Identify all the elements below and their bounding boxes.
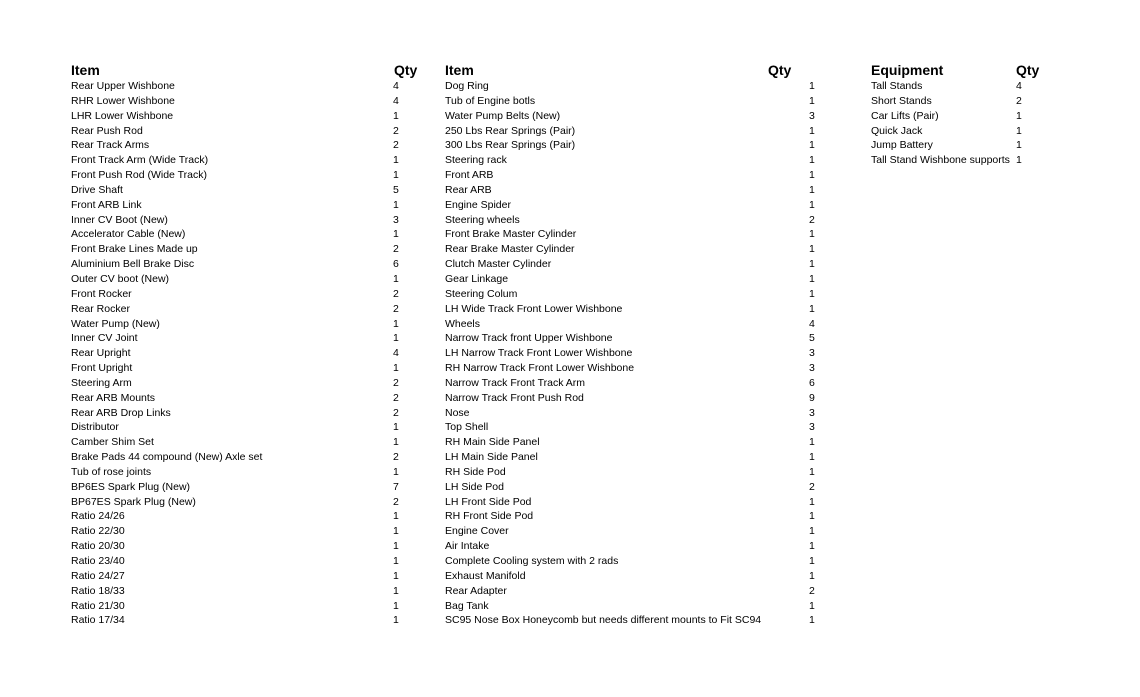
item-qty: 1: [809, 599, 815, 612]
item-name: Tall Stands: [871, 80, 923, 92]
table-row: [71, 198, 411, 213]
item-qty: 1: [393, 317, 399, 330]
table-row: [71, 554, 411, 569]
table-row: [445, 509, 835, 524]
item-name: Tub of rose joints: [71, 465, 152, 478]
item-name: Steering Colum: [445, 287, 518, 300]
item-name: Ratio 24/26: [71, 510, 125, 523]
item-name: Front Brake Master Cylinder: [445, 228, 577, 241]
table-row: [71, 391, 411, 406]
item-name: Front Track Arm (Wide Track): [71, 154, 209, 167]
item-qty: 1: [393, 540, 399, 553]
item-qty: 2: [393, 391, 399, 404]
item-qty: 7: [393, 480, 399, 493]
table2-rows: [445, 79, 835, 628]
item-qty: 1: [809, 80, 815, 92]
table-row: [71, 183, 411, 198]
item-qty: 1: [809, 436, 815, 449]
item-qty: 1: [809, 525, 815, 538]
table-row: [445, 94, 835, 109]
table-row: [445, 257, 835, 272]
item-name: Wheels: [445, 317, 481, 330]
item-name: Car Lifts (Pair): [871, 109, 939, 122]
item-name: Ratio 24/27: [71, 569, 125, 582]
table-row: [445, 435, 835, 450]
item-qty: 1: [1016, 154, 1022, 167]
item-qty: 1: [809, 569, 815, 582]
item-qty: 1: [809, 614, 815, 627]
item-name: Narrow Track Front Track Arm: [445, 376, 586, 389]
item-qty: 1: [393, 169, 399, 182]
table-row: [445, 317, 835, 332]
item-name: Narrow Track Front Push Rod: [445, 391, 584, 404]
item-qty: 3: [809, 347, 815, 360]
table-row: [71, 495, 411, 510]
table-row: [445, 613, 835, 628]
table-row: [71, 302, 411, 317]
table3-equipment-header: Equipment: [871, 62, 944, 78]
item-qty: 2: [393, 406, 399, 419]
table-row: [71, 287, 411, 302]
item-qty: 4: [1016, 80, 1022, 92]
table-row: [71, 153, 411, 168]
table-row: [71, 213, 411, 228]
item-qty: 2: [393, 302, 399, 315]
table-row: [71, 257, 411, 272]
table-row: [71, 376, 411, 391]
item-name: Front ARB Link: [71, 198, 142, 211]
item-name: Steering wheels: [445, 213, 520, 226]
item-qty: 1: [809, 198, 815, 211]
item-qty: 1: [809, 169, 815, 182]
table1-qty-header: Qty: [394, 62, 418, 78]
table-row: [445, 213, 835, 228]
item-name: SC95 Nose Box Honeycomb but needs different mounts to Fit SC94: [445, 614, 762, 627]
item-qty: 6: [809, 376, 815, 389]
item-qty: 2: [393, 124, 399, 137]
item-name: BP67ES Spark Plug (New): [71, 495, 196, 508]
item-name: Brake Pads 44 compound (New) Axle set: [71, 451, 263, 464]
table-row: [445, 183, 835, 198]
item-qty: 2: [1016, 94, 1022, 107]
table-row: [71, 79, 411, 94]
table-row: [71, 406, 411, 421]
item-name: Rear ARB: [445, 183, 492, 196]
table-row: [71, 272, 411, 287]
item-qty: 1: [393, 272, 399, 285]
item-qty: 1: [393, 421, 399, 434]
item-qty: 1: [393, 584, 399, 597]
item-name: 250 Lbs Rear Springs (Pair): [445, 124, 576, 137]
item-qty: 1: [809, 465, 815, 478]
table-row: [445, 391, 835, 406]
item-name: Steering Arm: [71, 376, 132, 389]
item-name: Ratio 18/33: [71, 584, 125, 597]
item-name: RHR Lower Wishbone: [71, 94, 175, 107]
table-row: [71, 465, 411, 480]
item-qty: 1: [809, 228, 815, 241]
item-name: Engine Spider: [445, 198, 511, 211]
table-row: [871, 79, 1041, 94]
table-row: [71, 138, 411, 153]
item-qty: 1: [393, 198, 399, 211]
table1-item-header: Item: [71, 62, 100, 78]
item-name: LH Wide Track Front Lower Wishbone: [445, 302, 623, 315]
table-row: [71, 524, 411, 539]
table-row: [445, 376, 835, 391]
item-qty: 1: [809, 302, 815, 315]
item-name: Front Brake Lines Made up: [71, 243, 198, 256]
item-name: Dog Ring: [445, 80, 489, 92]
item-qty: 3: [809, 406, 815, 419]
item-qty: 1: [809, 510, 815, 523]
item-name: Inner CV Joint: [71, 332, 138, 345]
table-row: [445, 495, 835, 510]
table-row: [445, 331, 835, 346]
item-name: Rear Push Rod: [71, 124, 143, 137]
item-qty: 2: [809, 480, 815, 493]
item-name: Steering rack: [445, 154, 507, 167]
table-row: [71, 584, 411, 599]
item-name: Rear Rocker: [71, 302, 130, 315]
item-name: LH Front Side Pod: [445, 495, 532, 508]
item-name: LH Side Pod: [445, 480, 504, 493]
item-name: Front ARB: [445, 169, 494, 182]
item-name: Clutch Master Cylinder: [445, 258, 552, 271]
table-row: [871, 94, 1041, 109]
item-qty: 3: [809, 362, 815, 375]
table-row: [445, 569, 835, 584]
item-name: Gear Linkage: [445, 272, 509, 285]
item-name: Tub of Engine botls: [445, 94, 536, 107]
table3-qty-header: Qty: [1016, 62, 1040, 78]
table-row: [445, 227, 835, 242]
table-row: [445, 168, 835, 183]
item-qty: 1: [393, 555, 399, 567]
table-row: [445, 272, 835, 287]
item-qty: 1: [1016, 139, 1022, 152]
table-row: [445, 153, 835, 168]
table-row: [445, 138, 835, 153]
item-name: Nose: [445, 406, 470, 419]
item-name: Ratio 23/40: [71, 555, 125, 567]
item-qty: 1: [393, 332, 399, 345]
item-name: Exhaust Manifold: [445, 569, 526, 582]
item-name: Front Upright: [71, 362, 133, 375]
item-name: Water Pump (New): [71, 317, 160, 330]
item-name: Water Pump Belts (New): [445, 109, 561, 122]
table-row: [71, 227, 411, 242]
item-qty: 4: [809, 317, 815, 330]
item-qty: 4: [393, 80, 399, 92]
table-row: [71, 613, 411, 628]
item-name: Rear ARB Drop Links: [71, 406, 171, 419]
table-row: [871, 153, 1041, 168]
item-name: RH Side Pod: [445, 465, 506, 478]
item-name: Front Rocker: [71, 287, 132, 300]
table-row: [871, 124, 1041, 139]
table-row: [71, 242, 411, 257]
item-qty: 5: [393, 183, 399, 196]
table-row: [445, 406, 835, 421]
table-row: [71, 317, 411, 332]
item-qty: 1: [809, 243, 815, 256]
table3-rows: [871, 79, 1041, 168]
table-row: [445, 599, 835, 614]
item-qty: 2: [393, 376, 399, 389]
item-qty: 2: [393, 451, 399, 464]
item-name: Camber Shim Set: [71, 436, 154, 449]
item-qty: 3: [809, 421, 815, 434]
item-qty: 1: [809, 258, 815, 271]
item-qty: 1: [809, 287, 815, 300]
item-name: Aluminium Bell Brake Disc: [71, 258, 195, 271]
item-name: Jump Battery: [871, 139, 933, 152]
item-qty: 1: [393, 569, 399, 582]
item-qty: 1: [809, 451, 815, 464]
item-qty: 1: [393, 228, 399, 241]
item-name: Ratio 20/30: [71, 540, 125, 553]
table-row: [445, 450, 835, 465]
item-name: Top Shell: [445, 421, 489, 434]
item-name: LH Main Side Panel: [445, 451, 538, 464]
item-name: 300 Lbs Rear Springs (Pair): [445, 139, 576, 152]
item-qty: 1: [809, 495, 815, 508]
item-qty: 1: [393, 436, 399, 449]
table-row: [71, 94, 411, 109]
item-name: RH Front Side Pod: [445, 510, 534, 523]
table-row: [445, 302, 835, 317]
item-name: LHR Lower Wishbone: [71, 109, 174, 122]
item-qty: 2: [393, 139, 399, 152]
item-qty: 1: [393, 525, 399, 538]
item-name: Rear Brake Master Cylinder: [445, 243, 575, 256]
table-row: [71, 331, 411, 346]
table-row: [71, 109, 411, 124]
table-row: [445, 584, 835, 599]
item-qty: 1: [809, 139, 815, 152]
item-name: Air Intake: [445, 540, 490, 553]
table-row: [71, 509, 411, 524]
item-qty: 1: [393, 154, 399, 167]
item-name: Rear Upright: [71, 347, 131, 360]
table-row: [71, 168, 411, 183]
table-row: [445, 554, 835, 569]
item-name: Rear Adapter: [445, 584, 507, 597]
item-qty: 1: [393, 362, 399, 375]
item-name: RH Main Side Panel: [445, 436, 540, 449]
item-name: Rear Upper Wishbone: [71, 80, 175, 92]
item-name: Ratio 17/34: [71, 614, 125, 627]
item-qty: 4: [393, 94, 399, 107]
item-qty: 3: [809, 109, 815, 122]
table-row: [445, 420, 835, 435]
table1-rows: [71, 79, 411, 628]
table-row: [71, 599, 411, 614]
table-row: [445, 124, 835, 139]
item-name: Engine Cover: [445, 525, 509, 538]
item-qty: 2: [809, 584, 815, 597]
table2-item-header: Item: [445, 62, 474, 78]
item-name: LH Narrow Track Front Lower Wishbone: [445, 347, 633, 360]
item-qty: 1: [809, 540, 815, 553]
item-name: Short Stands: [871, 94, 932, 107]
item-name: Inner CV Boot (New): [71, 213, 168, 226]
item-qty: 2: [809, 213, 815, 226]
item-qty: 1: [809, 272, 815, 285]
item-qty: 1: [1016, 109, 1022, 122]
table-row: [71, 435, 411, 450]
table-row: [445, 524, 835, 539]
item-qty: 2: [393, 243, 399, 256]
table-row: [445, 361, 835, 376]
item-name: Rear Track Arms: [71, 139, 150, 152]
item-name: RH Narrow Track Front Lower Wishbone: [445, 362, 635, 375]
item-qty: 1: [809, 94, 815, 107]
item-name: Rear ARB Mounts: [71, 391, 156, 404]
table-row: [71, 450, 411, 465]
item-qty: 2: [393, 287, 399, 300]
table-row: [71, 361, 411, 376]
item-name: Ratio 22/30: [71, 525, 125, 538]
table-row: [445, 465, 835, 480]
item-name: Bag Tank: [445, 599, 489, 612]
item-qty: 9: [809, 391, 815, 404]
item-qty: 1: [809, 183, 815, 196]
item-qty: 1: [393, 614, 399, 627]
item-qty: 1: [393, 465, 399, 478]
table-row: [445, 79, 835, 94]
table-row: [445, 242, 835, 257]
item-name: Front Push Rod (Wide Track): [71, 169, 207, 182]
table-row: [71, 569, 411, 584]
item-name: Tall Stand Wishbone supports: [871, 154, 1010, 167]
item-name: Ratio 21/30: [71, 599, 125, 612]
table-row: [445, 346, 835, 361]
item-qty: 3: [393, 213, 399, 226]
table-row: [445, 198, 835, 213]
item-qty: 2: [393, 495, 399, 508]
item-qty: 1: [393, 599, 399, 612]
table-row: [445, 287, 835, 302]
item-qty: 6: [393, 258, 399, 271]
item-qty: 1: [809, 154, 815, 167]
table-row: [71, 124, 411, 139]
table-row: [445, 480, 835, 495]
table2-qty-header: Qty: [768, 62, 792, 78]
item-name: Narrow Track front Upper Wishbone: [445, 332, 613, 345]
table-row: [71, 346, 411, 361]
item-qty: 1: [393, 510, 399, 523]
item-name: Drive Shaft: [71, 183, 123, 196]
table-row: [871, 138, 1041, 153]
item-qty: 4: [393, 347, 399, 360]
item-name: BP6ES Spark Plug (New): [71, 480, 191, 493]
item-name: Quick Jack: [871, 124, 923, 137]
table-row: [445, 539, 835, 554]
item-qty: 1: [809, 555, 815, 567]
item-name: Accelerator Cable (New): [71, 228, 186, 241]
item-qty: 1: [809, 124, 815, 137]
table-row: [871, 109, 1041, 124]
item-name: Outer CV boot (New): [71, 272, 170, 285]
table-row: [71, 420, 411, 435]
item-qty: 5: [809, 332, 815, 345]
item-name: Distributor: [71, 421, 119, 434]
table-row: [445, 109, 835, 124]
item-qty: 1: [393, 109, 399, 122]
item-name: Complete Cooling system with 2 rads: [445, 555, 619, 567]
table-row: [71, 480, 411, 495]
table-row: [71, 539, 411, 554]
item-qty: 1: [1016, 124, 1022, 137]
